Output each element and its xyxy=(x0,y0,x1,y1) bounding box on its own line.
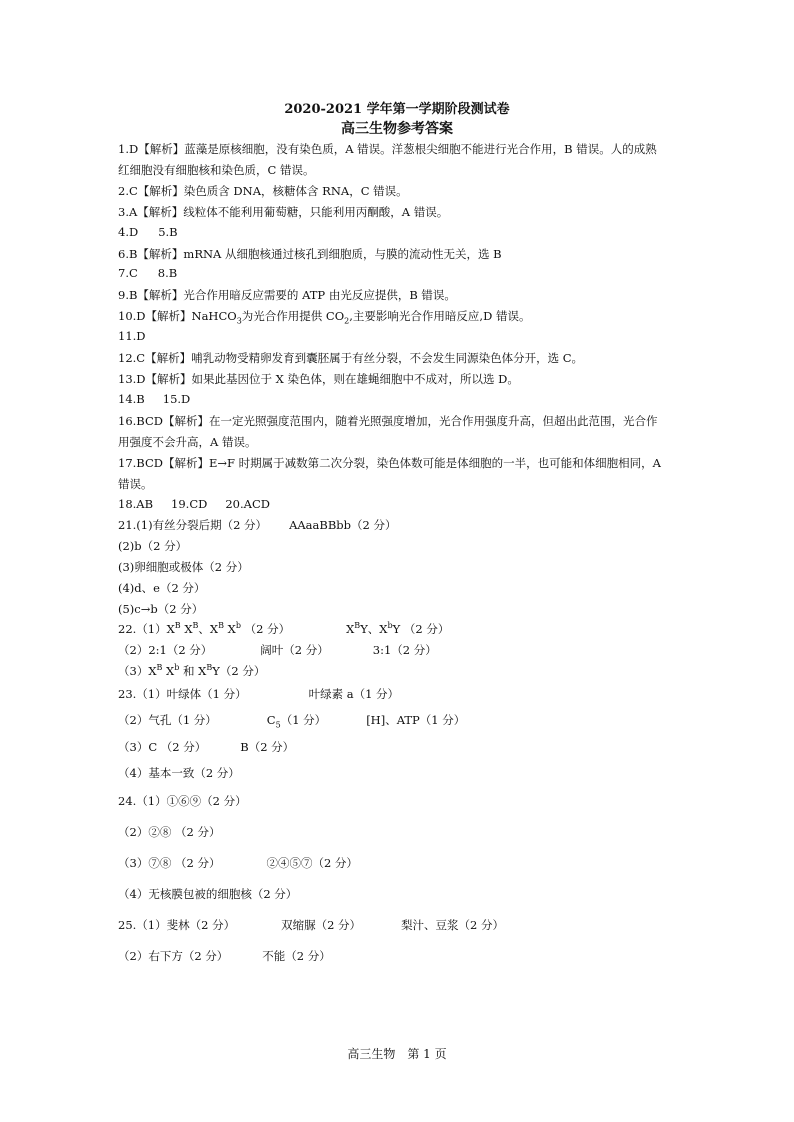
answer-11: 11.D xyxy=(118,329,146,343)
q21-part-3: (3)卵细胞或极体（2 分） xyxy=(118,560,249,574)
q22-1b-text: Y （2 分） xyxy=(392,622,450,636)
answer-15: 15.D xyxy=(162,392,191,406)
answer-1-line-1: 1.D【解析】蓝藻是原核细胞，没有染色质，A 错误。洋葱根尖细胞不能进行光合作用，B 错误。人的成熟 xyxy=(118,142,657,156)
q21-part-5: (5)c→b（2 分） xyxy=(118,602,204,616)
answer-10 xyxy=(118,308,530,325)
q22-1b-text: Y、X xyxy=(360,622,388,636)
q23-part-2 xyxy=(118,712,465,729)
q24-3a: （3）⑦⑧ （2 分） xyxy=(118,856,221,870)
answer-14-15 xyxy=(118,392,190,406)
q24-3b: ②④⑤⑦（2 分） xyxy=(266,856,358,870)
q25-part-1 xyxy=(118,917,504,933)
page-title: 2020-2021 学年第一学期阶段测试卷 xyxy=(284,102,510,117)
q22-1-text: X xyxy=(180,622,193,636)
q23-3b: B（2 分） xyxy=(240,740,295,754)
answer-16-line-1: 16.BCD【解析】在一定光照强度范围内，随着光照强度增加，光合作用强度升高，但超出此范围，光合作 xyxy=(118,414,658,428)
q21-part-4: (4)d、e（2 分） xyxy=(118,581,206,595)
q22-2c: 3:1（2 分） xyxy=(372,643,437,657)
answer-3: 3.A【解析】线粒体不能利用葡萄糖，只能利用丙酮酸，A 错误。 xyxy=(118,205,449,219)
subscript: 5 xyxy=(275,720,281,730)
answer-18-20 xyxy=(118,497,270,511)
answer-10-text: ,主要影响光合作用暗反应,D 错误。 xyxy=(349,309,531,323)
q22-part-1 xyxy=(118,621,449,637)
q22-1b-text: X xyxy=(346,622,355,636)
superscript: B xyxy=(192,621,199,631)
q25-1a: 25.（1）斐林（2 分） xyxy=(118,918,236,932)
q22-part-3 xyxy=(118,663,265,679)
answer-17-line-2: 错误。 xyxy=(118,477,153,491)
q23-3a: （3）C （2 分） xyxy=(118,740,207,754)
answer-4-5 xyxy=(118,225,178,239)
q23-2b: （1 分） xyxy=(280,713,327,727)
q23-1a: 23.（1）叶绿体（1 分） xyxy=(118,687,247,701)
superscript: B xyxy=(218,621,224,631)
q23-part-3 xyxy=(118,739,294,755)
superscript: B xyxy=(206,663,213,673)
answer-6: 6.B【解析】mRNA 从细胞核通过核孔到细胞质，与膜的流动性无关，选 B xyxy=(118,247,502,261)
q24-part-1: 24.（1）①⑥⑨（2 分） xyxy=(118,794,247,808)
answer-8: 8.B xyxy=(157,266,178,280)
q22-3-text: X xyxy=(162,664,175,678)
answer-12: 12.C【解析】哺乳动物受精卵发育到囊胚属于有丝分裂，不会发生同源染色体分开，选 C。 xyxy=(118,351,584,365)
answer-10-text: 10.D【解析】NaHCO xyxy=(118,309,237,323)
answer-17-line-1: 17.BCD【解析】E→F 时期属于减数第二次分裂，染色体数可能是体细胞的一半，也可能和体细胞相同，A xyxy=(118,456,661,470)
q25-part-2 xyxy=(118,948,331,964)
q23-2b: C xyxy=(266,713,276,727)
answer-20: 20.ACD xyxy=(225,497,270,511)
page-subtitle: 高三生物参考答案 xyxy=(341,121,453,137)
q22-3-text: Y（2 分） xyxy=(212,664,266,678)
q22-1-text: 、X xyxy=(198,622,219,636)
answer-18: 18.AB xyxy=(118,497,154,511)
answer-19: 19.CD xyxy=(171,497,208,511)
answer-16-line-2: 用强度不会升高，A 错误。 xyxy=(118,435,257,449)
superscript: B xyxy=(174,621,181,631)
q21-part-2: (2)b（2 分） xyxy=(118,539,188,553)
superscript: b xyxy=(235,621,241,631)
superscript: b xyxy=(387,621,393,631)
superscript: b xyxy=(174,663,180,673)
q25-2b: 不能（2 分） xyxy=(262,949,331,963)
q22-part-2 xyxy=(118,642,437,658)
answer-7: 7.C xyxy=(118,266,138,280)
q22-2b: 阔叶（2 分） xyxy=(260,643,329,657)
answer-10-text: 为光合作用提供 CO xyxy=(241,309,345,323)
superscript: B xyxy=(156,663,163,673)
q22-1-text: 22.（1）X xyxy=(118,622,175,636)
answer-7-8 xyxy=(118,266,177,280)
q24-part-3 xyxy=(118,855,358,871)
answer-13: 13.D【解析】如果此基因位于 X 染色体，则在雄蝇细胞中不成对，所以选 D。 xyxy=(118,372,519,386)
answer-2: 2.C【解析】染色质含 DNA，核糖体含 RNA，C 错误。 xyxy=(118,184,408,198)
q25-1b: 双缩脲（2 分） xyxy=(281,918,362,932)
q21-1a: 21.(1)有丝分裂后期（2 分） xyxy=(118,518,268,532)
q23-2c: [H]、ATP（1 分） xyxy=(366,713,466,727)
q25-1c: 梨汁、豆浆（2 分） xyxy=(401,918,505,932)
q22-3-text: （3）X xyxy=(118,664,157,678)
q22-2a: （2）2:1（2 分） xyxy=(118,643,213,657)
answer-14: 14.B xyxy=(118,392,145,406)
q22-1-text: X xyxy=(224,622,236,636)
superscript: B xyxy=(354,621,361,631)
answer-5: 5.B xyxy=(158,225,178,239)
q21-1b: AAaaBBbb（2 分） xyxy=(289,518,397,532)
q23-part-1 xyxy=(118,686,399,702)
q21-part-1 xyxy=(118,517,396,533)
answer-9: 9.B【解析】光合作用暗反应需要的 ATP 由光反应提供，B 错误。 xyxy=(118,288,456,302)
q23-2a: （2）气孔（1 分） xyxy=(118,713,217,727)
subscript: 3 xyxy=(236,316,242,326)
subscript: 2 xyxy=(344,316,350,326)
q22-3-text: 和 X xyxy=(179,664,207,678)
q24-part-2: （2）②⑧ （2 分） xyxy=(118,825,221,839)
page-footer: 高三生物 第 1 页 xyxy=(347,1047,447,1061)
q22-1-score: （2 分） xyxy=(240,622,291,636)
q23-part-4: （4）基本一致（2 分） xyxy=(118,766,240,780)
answer-1-line-2: 红细胞没有细胞核和染色质，C 错误。 xyxy=(118,163,315,177)
q25-2a: （2）右下方（2 分） xyxy=(118,949,229,963)
answer-4: 4.D xyxy=(118,225,139,239)
q24-part-4: （4）无核膜包被的细胞核（2 分） xyxy=(118,887,298,901)
q23-1b: 叶绿素 a（1 分） xyxy=(308,687,400,701)
